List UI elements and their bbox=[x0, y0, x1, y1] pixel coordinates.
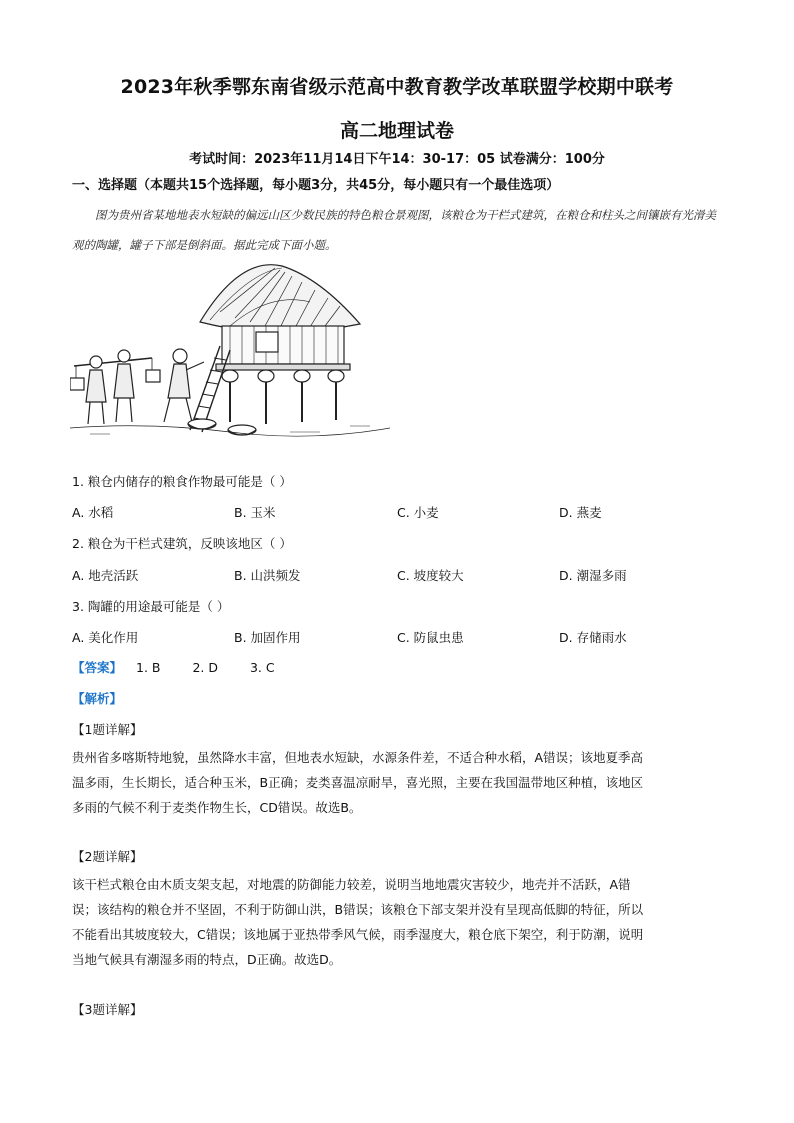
q1-option-a: A. 水稻 bbox=[72, 505, 114, 520]
detail-2-line: 误；该结构的粮仓并不坚固，不利于防御山洪，B错误；该粮仓下部支架并没有呈现高低脚的特征，所以 bbox=[72, 902, 644, 917]
section-title: 一、选择题（本题共15个选择题，每小题3分，共45分，每小题只有一个最佳选项） bbox=[72, 178, 560, 193]
q1-option-b: B. 玉米 bbox=[234, 505, 276, 520]
answer-item: 3. C bbox=[249, 660, 275, 675]
analysis-label: 【解析】 bbox=[72, 691, 123, 706]
detail-1-text bbox=[72, 745, 724, 820]
detail-1-line: 温多雨，生长期长，适合种玉米，B正确；麦类喜温凉耐旱，喜光照，主要在我国温带地区种植，该地区 bbox=[72, 775, 644, 790]
question-3-stem: 3. 陶罐的用途最可能是（ ） bbox=[72, 599, 230, 614]
exam-title: 2023年秋季鄂东南省级示范高中教育教学改革联盟学校期中联考 bbox=[120, 76, 674, 98]
q3-option-c: C. 防鼠虫患 bbox=[397, 630, 464, 645]
q2-option-d: D. 潮湿多雨 bbox=[559, 568, 627, 583]
exam-subtitle: 高二地理试卷 bbox=[339, 120, 454, 142]
q1-option-c: C. 小麦 bbox=[397, 505, 439, 520]
q2-option-a: A. 地壳活跃 bbox=[72, 568, 139, 583]
detail-2-head: 【2题详解】 bbox=[72, 849, 143, 864]
detail-1-line: 贵州省多喀斯特地貌，虽然降水丰富，但地表水短缺，水源条件差，不适合种水稻，A错误；该地夏季高 bbox=[72, 750, 644, 765]
exam-info: 考试时间：2023年11月14日下午14：30-17：05 试卷满分：100分 bbox=[189, 152, 605, 167]
answer-item: 1. B bbox=[136, 660, 161, 675]
q2-option-c: C. 坡度较大 bbox=[397, 568, 464, 583]
detail-2-line: 该干栏式粮仓由木质支架支起，对地震的防御能力较差，说明当地地震灾害较少，地壳并不活跃，A错 bbox=[72, 877, 631, 892]
question-intro: 图为贵州省某地地表水短缺的偏远山区少数民族的特色粮仓景观图，该粮仓为干栏式建筑，在粮仓和柱头之间镶嵌有光滑美观的陶罐，罐子下部是倒斜面。据此完成下面小题。 bbox=[72, 208, 716, 252]
granary-illustration bbox=[70, 262, 390, 442]
detail-2-line: 当地气候具有潮湿多雨的特点，D正确。故选D。 bbox=[72, 952, 342, 967]
detail-2-line: 不能看出其坡度较大，C错误；该地属于亚热带季风气候，雨季湿度大，粮仓底下架空，利于防潮，说明 bbox=[72, 927, 644, 942]
detail-3-head: 【3题详解】 bbox=[72, 1002, 143, 1017]
detail-2-text bbox=[72, 872, 724, 972]
q3-option-a: A. 美化作用 bbox=[72, 630, 139, 645]
answer-label: 【答案】 bbox=[72, 660, 123, 675]
question-2-stem: 2. 粮仓为干栏式建筑，反映该地区（ ） bbox=[72, 536, 292, 551]
q1-option-d: D. 燕麦 bbox=[559, 505, 602, 520]
q3-option-b: B. 加固作用 bbox=[234, 630, 301, 645]
answer-line bbox=[72, 658, 285, 676]
q2-option-b: B. 山洪频发 bbox=[234, 568, 301, 583]
answer-item: 2. D bbox=[192, 660, 218, 675]
detail-1-head: 【1题详解】 bbox=[72, 722, 143, 737]
question-1-stem: 1. 粮仓内储存的粮食作物最可能是（ ） bbox=[72, 474, 292, 489]
q3-option-d: D. 存储雨水 bbox=[559, 630, 627, 645]
detail-1-line: 多雨的气候不利于麦类作物生长，CD错误。故选B。 bbox=[72, 800, 362, 815]
